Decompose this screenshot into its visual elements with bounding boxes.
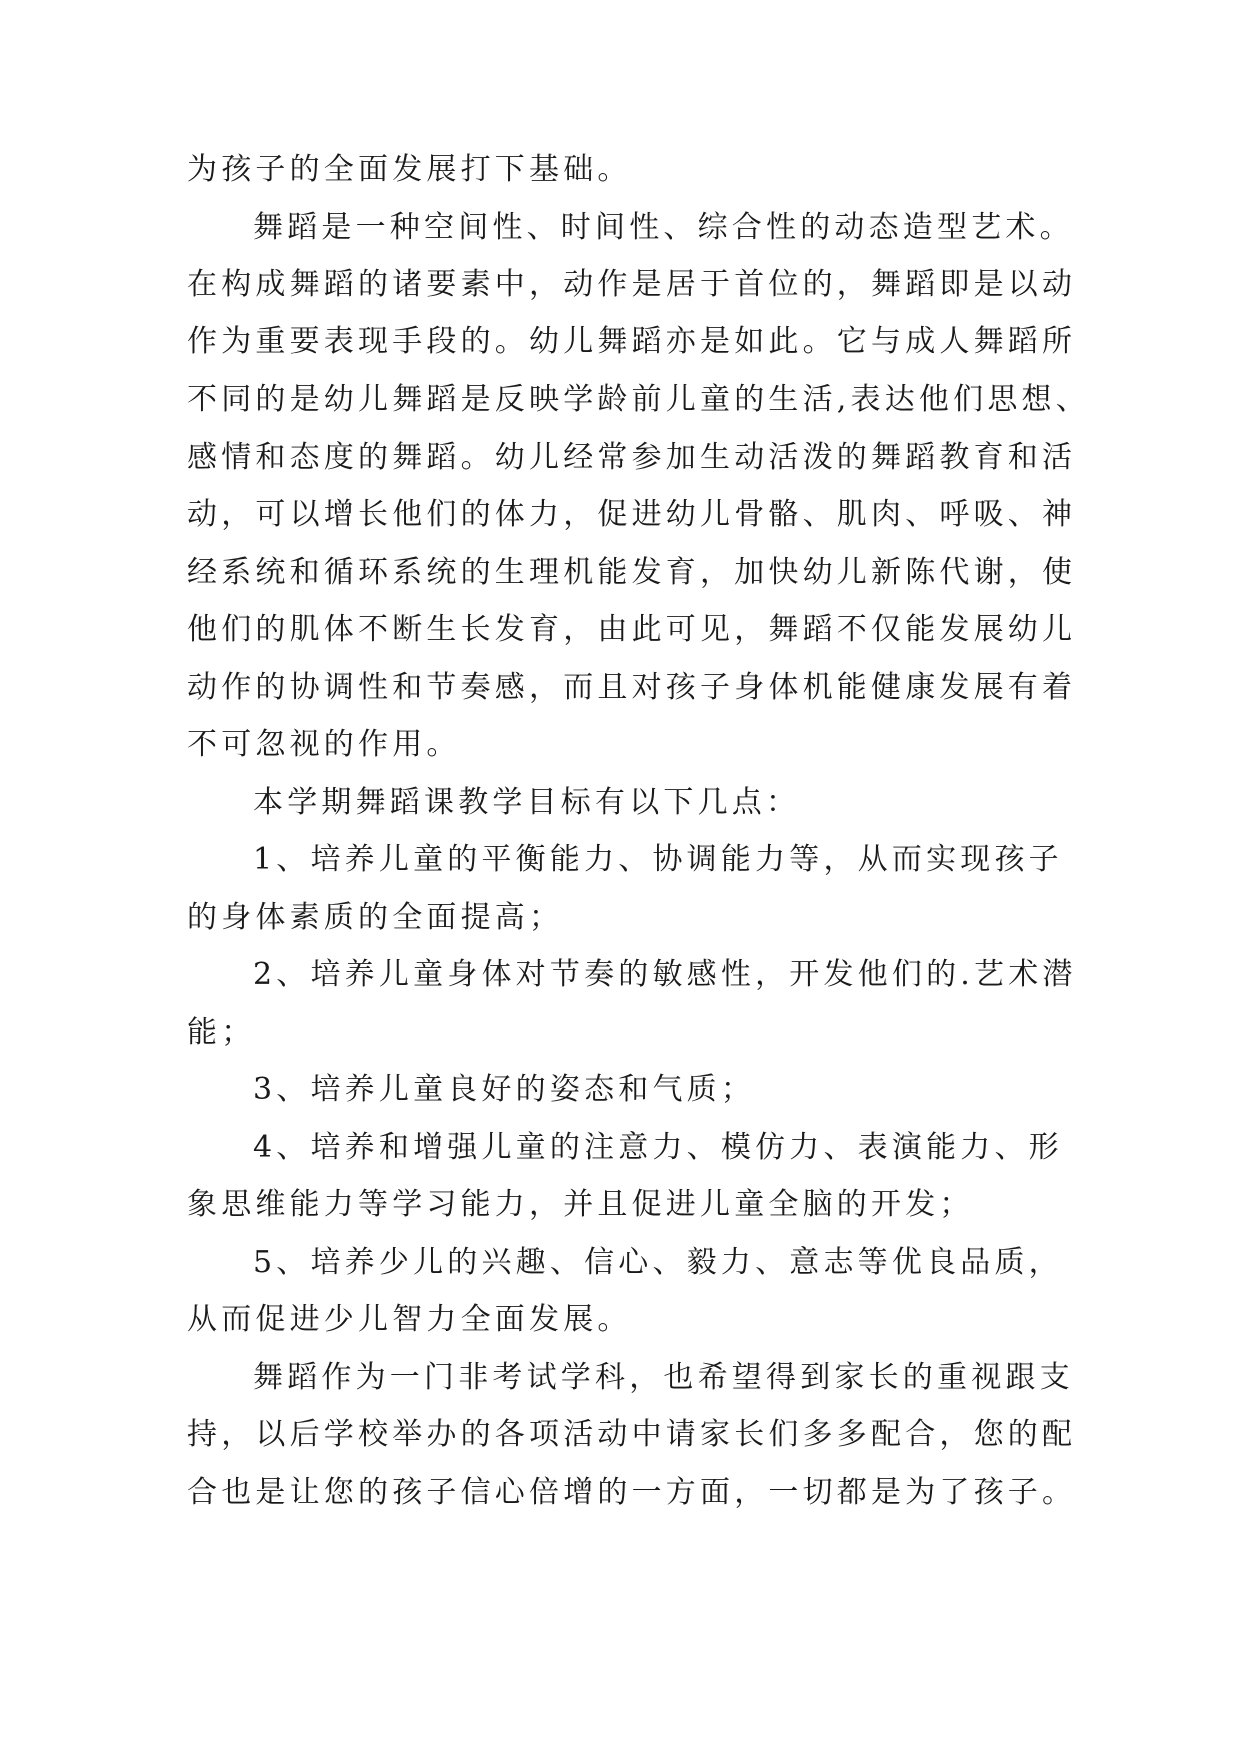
- list-item-line: 从而促进少儿智力全面发展。: [187, 1302, 632, 1337]
- paragraph-line: 作为重要表现手段的。幼儿舞蹈亦是如此。它与成人舞蹈所: [187, 324, 1077, 359]
- list-item-line: 能；: [187, 1015, 256, 1050]
- list-item-line: 象思维能力等学习能力，并且促进儿童全脑的开发；: [187, 1187, 974, 1222]
- paragraph-line: 舞蹈是一种空间性、时间性、综合性的动态造型艺术。: [253, 210, 1074, 245]
- list-item-line: 2、培养儿童身体对节奏的敏感性，开发他们的.艺术潜: [253, 957, 1077, 992]
- paragraph-line: 不同的是幼儿舞蹈是反映学龄前儿童的生活,表达他们思想、: [187, 382, 1090, 417]
- paragraph-line: 本学期舞蹈课教学目标有以下几点：: [253, 785, 801, 820]
- list-item-line: 4、培养和增强儿童的注意力、模仿力、表演能力、形: [253, 1130, 1063, 1165]
- paragraph-line: 在构成舞蹈的诸要素中，动作是居于首位的，舞蹈即是以动: [187, 267, 1077, 302]
- paragraph-line: 舞蹈作为一门非考试学科，也希望得到家长的重视跟支: [253, 1360, 1074, 1395]
- list-item-line: 的身体素质的全面提高；: [187, 900, 564, 935]
- paragraph-line: 感情和态度的舞蹈。幼儿经常参加生动活泼的舞蹈教育和活: [187, 440, 1077, 475]
- paragraph-line: 为孩子的全面发展打下基础。: [187, 152, 632, 187]
- paragraph-line: 不可忽视的作用。: [187, 727, 461, 762]
- list-item-line: 3、培养儿童良好的姿态和气质；: [253, 1072, 756, 1107]
- paragraph-line: 动作的协调性和节奏感，而且对孩子身体机能健康发展有着: [187, 670, 1077, 705]
- list-item-line: 5、培养少儿的兴趣、信心、毅力、意志等优良品质，: [253, 1245, 1063, 1280]
- paragraph-line: 他们的肌体不断生长发育，由此可见，舞蹈不仅能发展幼儿: [187, 612, 1077, 647]
- paragraph-line: 合也是让您的孩子信心倍增的一方面，一切都是为了孩子。: [187, 1475, 1077, 1510]
- paragraph-line: 经系统和循环系统的生理机能发育，加快幼儿新陈代谢，使: [187, 555, 1077, 590]
- list-item-line: 1、培养儿童的平衡能力、协调能力等，从而实现孩子: [253, 842, 1063, 877]
- paragraph-line: 持，以后学校举办的各项活动中请家长们多多配合，您的配: [187, 1417, 1077, 1452]
- paragraph-line: 动，可以增长他们的体力，促进幼儿骨骼、肌肉、呼吸、神: [187, 497, 1077, 532]
